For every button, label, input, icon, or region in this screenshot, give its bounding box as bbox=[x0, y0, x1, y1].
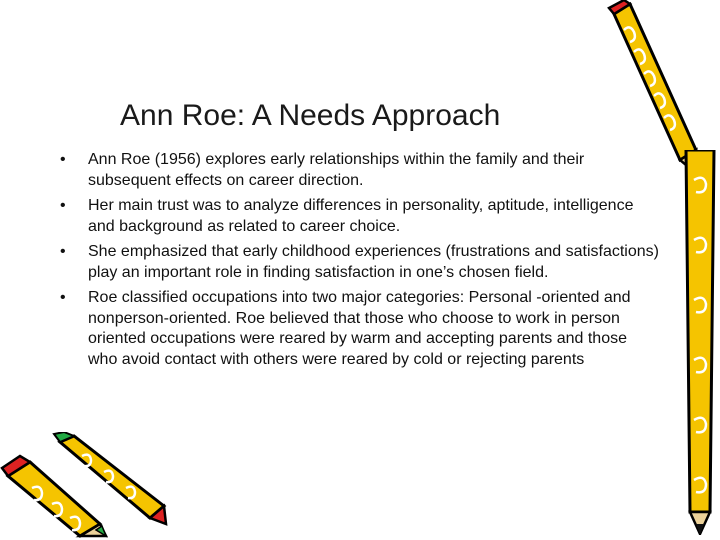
bullet-list bbox=[60, 150, 660, 375]
pencil-right-long-icon bbox=[676, 150, 720, 535]
bullet-text: Roe classified occupations into two major categories: Personal -oriented and nonperson-oriented. Roe believed that those who choose to work in person oriented occupations were reared by warm and accepting parents and those who avoid contact with others were reared by cold or rejecting parents bbox=[88, 289, 631, 368]
bullet-item bbox=[60, 196, 660, 237]
pencil-top-right-icon bbox=[600, 0, 710, 175]
bullet-item bbox=[60, 288, 660, 370]
bullet-text: She emphasized that early childhood experiences (frustrations and satisfactions) play an important role in finding satisfaction in one’s chosen field. bbox=[88, 243, 659, 281]
bullet-dot: • bbox=[60, 151, 66, 168]
bullet-text: Her main trust was to analyze differences in personality, aptitude, intelligence and background as related to career choice. bbox=[88, 197, 634, 235]
bullet-text: Ann Roe (1956) explores early relationships within the family and their subsequent effects on career direction. bbox=[88, 151, 585, 189]
bullet-dot: • bbox=[60, 243, 66, 260]
bullet-item bbox=[60, 242, 660, 283]
bullet-dot: • bbox=[60, 197, 66, 214]
bullet-dot: • bbox=[60, 289, 66, 306]
slide-title: Ann Roe: A Needs Approach bbox=[120, 99, 501, 132]
bullet-item bbox=[60, 150, 660, 191]
pencil-bottom-left-front-icon bbox=[0, 438, 115, 538]
